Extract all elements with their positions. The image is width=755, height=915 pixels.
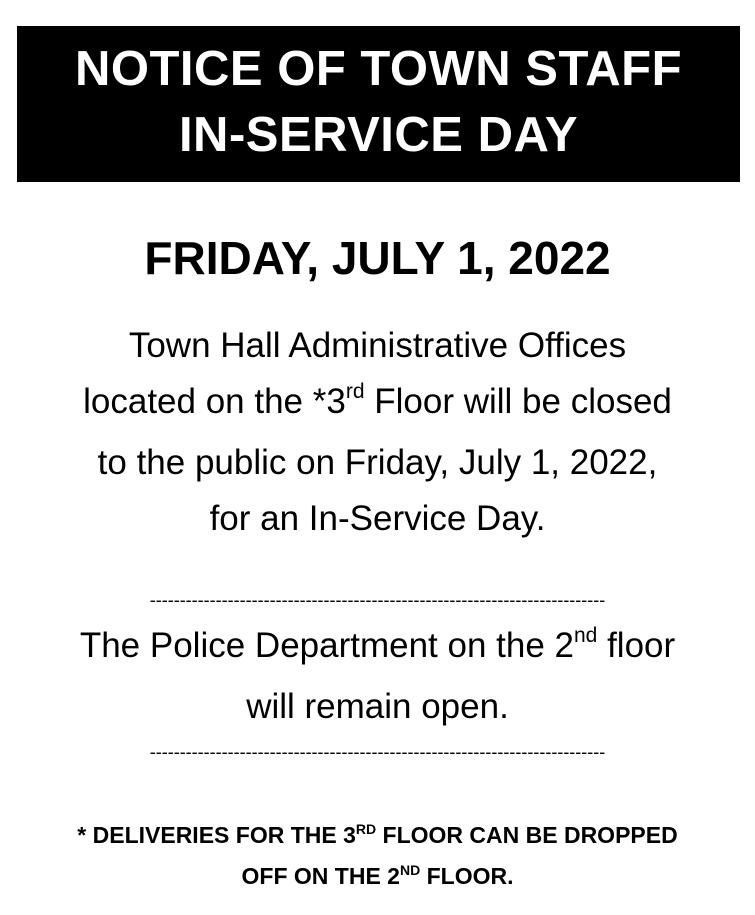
closure-line-1: Town Hall Administrative Offices — [128, 326, 627, 365]
deliveries-line-1-text: * DELIVERIES FOR THE 3 — [77, 822, 356, 848]
event-date: FRIDAY, JULY 1, 2022 — [144, 232, 611, 284]
police-line-1-rest: floor — [597, 626, 676, 665]
police-paragraph — [0, 618, 755, 735]
ordinal-suffix: RD — [355, 821, 377, 837]
dashed-divider-bottom: ---------------------------------------------------------------------------- — [149, 742, 606, 762]
deliveries-line-1-rest: FLOOR CAN BE DROPPED — [376, 822, 678, 848]
closure-line-3: to the public on Friday, July 1, 2022, — [97, 443, 658, 482]
deliveries-line-2-rest: FLOOR. — [420, 863, 514, 889]
ordinal-suffix: nd — [574, 624, 598, 647]
deliveries-line-2 — [0, 857, 755, 898]
closure-line-2 — [0, 374, 755, 435]
deliveries-note — [0, 816, 755, 898]
police-line-1 — [0, 618, 755, 679]
notice-banner — [17, 26, 740, 182]
closure-line-4: for an In-Service Day. — [209, 499, 546, 538]
banner-title-line-2: IN-SERVICE DAY — [178, 108, 579, 162]
closure-paragraph — [0, 318, 755, 547]
banner-title-line-1: NOTICE OF TOWN STAFF — [74, 42, 683, 96]
closure-line-2-text: located on the *3 — [83, 382, 346, 421]
closure-line-2-rest: Floor will be closed — [364, 382, 672, 421]
deliveries-line-2-text: OFF ON THE 2 — [241, 863, 400, 889]
police-line-2: will remain open. — [246, 687, 509, 726]
ordinal-suffix: rd — [345, 380, 365, 403]
ordinal-suffix: ND — [399, 862, 421, 878]
dashed-divider-top: ---------------------------------------------------------------------------- — [149, 590, 606, 610]
police-line-1-text: The Police Department on the 2 — [79, 626, 574, 665]
deliveries-line-1 — [0, 816, 755, 857]
